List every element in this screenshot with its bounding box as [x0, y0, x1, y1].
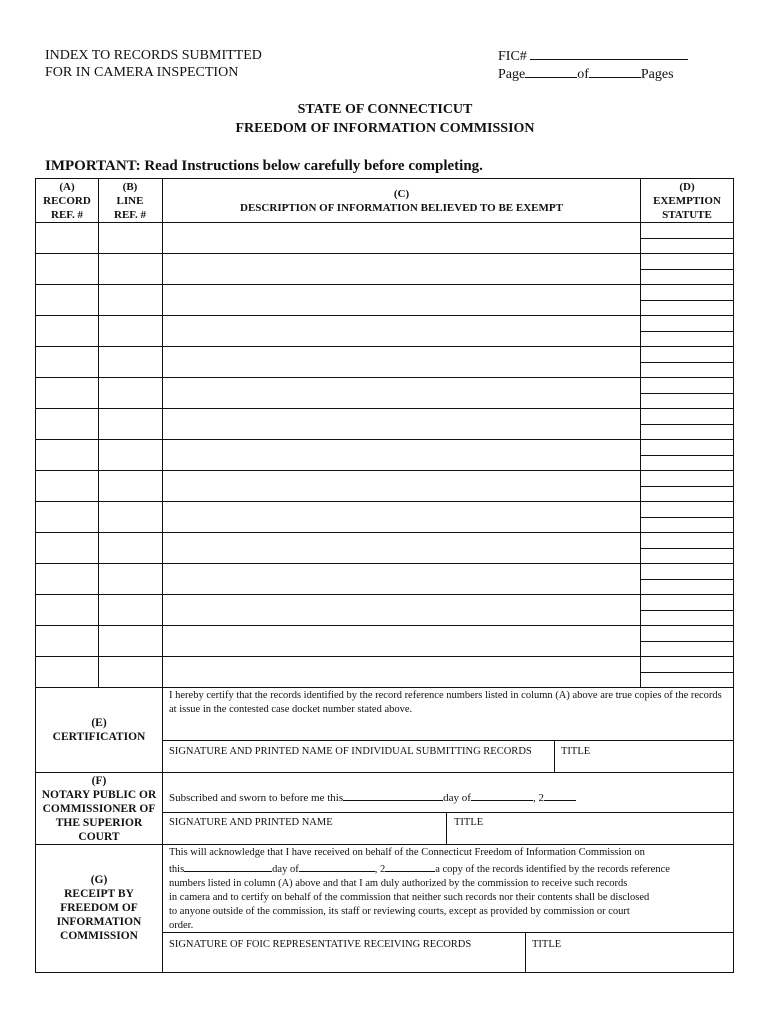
description-cell[interactable] [163, 223, 640, 253]
line-ref-cell[interactable] [99, 285, 162, 315]
fic-number-field[interactable] [530, 47, 688, 60]
certification-signature-line [162, 740, 734, 741]
description-cell[interactable] [163, 657, 640, 687]
records-bottom-line [35, 687, 734, 688]
exemption-statute-cell[interactable] [641, 487, 733, 501]
receipt-title-label: TITLE [532, 939, 562, 950]
record-ref-cell[interactable] [36, 564, 98, 594]
certification-text: I hereby certify that the records identified by the record reference numbers listed in column (A) above are true copies of the records at issue in the contested case docket number stated above. [169, 690, 722, 715]
notary-title-divider [446, 812, 447, 844]
description-cell[interactable] [163, 347, 640, 377]
exemption-statute-cell[interactable] [641, 502, 733, 516]
exemption-statute-cell[interactable] [641, 673, 733, 687]
title-line1: STATE OF CONNECTICUT [297, 102, 473, 117]
line-ref-cell[interactable] [99, 254, 162, 284]
notary-signature-line [162, 812, 734, 813]
pages-label: Pages [640, 67, 674, 82]
exemption-statute-cell[interactable] [641, 409, 733, 423]
record-ref-cell[interactable] [36, 254, 98, 284]
exemption-statute-cell[interactable] [641, 549, 733, 563]
exemption-statute-cell[interactable] [641, 363, 733, 377]
description-cell[interactable] [163, 626, 640, 656]
line-ref-cell[interactable] [99, 564, 162, 594]
section-e-bottom-line [35, 772, 734, 773]
page-title [0, 100, 770, 138]
certification-label: (E) CERTIFICATION [52, 717, 146, 743]
record-ref-cell[interactable] [36, 471, 98, 501]
line-ref-cell[interactable] [99, 595, 162, 625]
column-d-header: (D) EXEMPTION STATUTE [653, 181, 721, 221]
exemption-statute-cell[interactable] [641, 301, 733, 315]
line-ref-cell[interactable] [99, 223, 162, 253]
fic-label: FIC# [498, 49, 527, 64]
certification-title-label: TITLE [561, 746, 591, 757]
title-line2: FREEDOM OF INFORMATION COMMISSION [235, 121, 535, 136]
line-ref-cell[interactable] [99, 626, 162, 656]
receipt-signature-line [162, 932, 734, 933]
section-f-bottom-line [35, 844, 734, 845]
receipt-day-field[interactable] [184, 860, 272, 872]
line-ref-cell[interactable] [99, 440, 162, 470]
table-top-border [35, 178, 734, 179]
exemption-statute-cell[interactable] [641, 254, 733, 268]
receipt-signature-label: SIGNATURE OF FOIC REPRESENTATIVE RECEIVING RECORDS [169, 939, 472, 950]
notary-title-label: TITLE [454, 817, 484, 828]
notary-day-field[interactable] [343, 788, 443, 801]
receipt-month-field[interactable] [299, 860, 375, 872]
certification-signature-label: SIGNATURE AND PRINTED NAME OF INDIVIDUAL SUBMITTING RECORDS [169, 746, 532, 757]
exemption-statute-cell[interactable] [641, 595, 733, 609]
table-right-border [733, 178, 734, 973]
column-a-header: (A) RECORD REF. # [43, 181, 91, 221]
notary-year-field[interactable] [544, 788, 576, 801]
record-ref-cell[interactable] [36, 223, 98, 253]
column-b-header: (B) LINE REF. # [114, 181, 146, 221]
record-ref-cell[interactable] [36, 626, 98, 656]
exemption-statute-cell[interactable] [641, 580, 733, 594]
record-ref-cell[interactable] [36, 657, 98, 687]
header-left-line1: INDEX TO RECORDS SUBMITTED [45, 48, 262, 63]
total-pages-field[interactable] [589, 65, 641, 78]
description-cell[interactable] [163, 316, 640, 346]
exemption-statute-cell[interactable] [641, 425, 733, 439]
table-bottom-border [35, 972, 734, 973]
description-cell[interactable] [163, 254, 640, 284]
description-cell[interactable] [163, 409, 640, 439]
description-cell[interactable] [163, 564, 640, 594]
page-number-field[interactable] [525, 65, 577, 78]
exemption-statute-cell[interactable] [641, 471, 733, 485]
exemption-statute-cell[interactable] [641, 378, 733, 392]
exemption-statute-cell[interactable] [641, 316, 733, 330]
exemption-statute-cell[interactable] [641, 239, 733, 253]
line-ref-cell[interactable] [99, 378, 162, 408]
exemption-statute-cell[interactable] [641, 518, 733, 532]
form-index-title [45, 47, 262, 81]
exemption-statute-cell[interactable] [641, 533, 733, 547]
record-ref-cell[interactable] [36, 285, 98, 315]
exemption-statute-cell[interactable] [641, 394, 733, 408]
page-label: Page [498, 67, 526, 82]
exemption-statute-cell[interactable] [641, 611, 733, 625]
notary-sworn-statement: Subscribed and sworn to before me this day of , 2 [169, 788, 576, 804]
receipt-title-divider [525, 932, 526, 972]
exemption-statute-cell[interactable] [641, 223, 733, 237]
record-ref-cell[interactable] [36, 409, 98, 439]
line-ref-cell[interactable] [99, 316, 162, 346]
notary-month-field[interactable] [471, 788, 533, 801]
description-cell[interactable] [163, 378, 640, 408]
exemption-statute-cell[interactable] [641, 347, 733, 361]
certification-title-divider [554, 740, 555, 772]
column-c-header: (C) DESCRIPTION OF INFORMATION BELIEVED TO BE EXEMPT [240, 188, 563, 214]
record-ref-cell[interactable] [36, 440, 98, 470]
exemption-statute-cell[interactable] [641, 456, 733, 470]
description-cell[interactable] [163, 502, 640, 532]
description-cell[interactable] [163, 440, 640, 470]
exemption-statute-cell[interactable] [641, 270, 733, 284]
exemption-statute-cell[interactable] [641, 285, 733, 299]
record-ref-cell[interactable] [36, 347, 98, 377]
exemption-statute-cell[interactable] [641, 626, 733, 640]
description-cell[interactable] [163, 595, 640, 625]
line-ref-cell[interactable] [99, 502, 162, 532]
line-ref-cell[interactable] [99, 347, 162, 377]
exemption-statute-cell[interactable] [641, 332, 733, 346]
exemption-statute-cell[interactable] [641, 440, 733, 454]
description-cell[interactable] [163, 471, 640, 501]
description-cell[interactable] [163, 285, 640, 315]
receipt-year-field[interactable] [385, 860, 435, 872]
record-ref-cell[interactable] [36, 316, 98, 346]
of-label: of [577, 67, 589, 82]
record-ref-cell[interactable] [36, 378, 98, 408]
line-ref-cell[interactable] [99, 471, 162, 501]
line-ref-cell[interactable] [99, 533, 162, 563]
description-cell[interactable] [163, 533, 640, 563]
notary-signature-label: SIGNATURE AND PRINTED NAME [169, 817, 333, 828]
exemption-statute-cell[interactable] [641, 642, 733, 656]
line-ref-cell[interactable] [99, 657, 162, 687]
receipt-label: (G) RECEIPT BY FREEDOM OF INFORMATION COMMISSION [56, 874, 142, 942]
notary-label: (F) NOTARY PUBLIC OR COMMISSIONER OF THE SUPERIOR COURT [41, 775, 157, 843]
important-notice: IMPORTANT: Read Instructions below carefully before completing. [45, 158, 483, 174]
line-ref-cell[interactable] [99, 409, 162, 439]
exemption-statute-cell[interactable] [641, 564, 733, 578]
exemption-statute-cell[interactable] [641, 657, 733, 671]
record-ref-cell[interactable] [36, 595, 98, 625]
receipt-text: This will acknowledge that I have received on behalf of the Connecticut Freedom of Information Commission on this day of , 2 a copy of the records identified by the records reference numbers listed in column (A) above and that I am duly authorized by the commission to receive such records in camera and to certify on behalf of the commission that neither such records nor their contents shall be disclosed to anyone outside of the commission, its staff or reviewing courts, except as provided by commission or court order. [169, 847, 670, 931]
header-right-block [498, 47, 698, 83]
record-ref-cell[interactable] [36, 533, 98, 563]
header-left-line2: FOR IN CAMERA INSPECTION [45, 65, 239, 80]
record-ref-cell[interactable] [36, 502, 98, 532]
